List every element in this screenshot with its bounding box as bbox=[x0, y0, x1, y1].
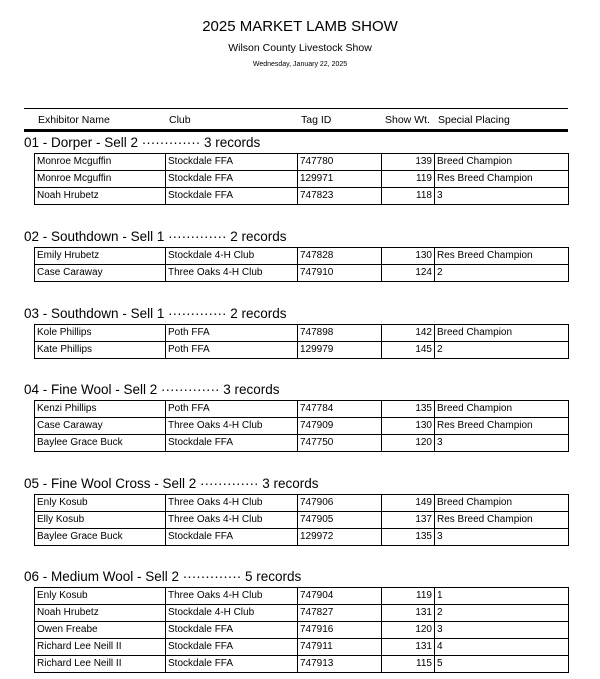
club-cell: Three Oaks 4-H Club bbox=[166, 512, 298, 529]
section-title: 05 - Fine Wool Cross - Sell 2 ············· 3 records bbox=[24, 476, 319, 491]
club-cell: Stockdale FFA bbox=[166, 622, 298, 639]
weight-cell: 130 bbox=[382, 418, 435, 435]
tag-id-cell: 747916 bbox=[298, 622, 382, 639]
section-table bbox=[34, 587, 569, 673]
exhibitor-cell: Kole Phillips bbox=[35, 325, 166, 342]
club-cell: Stockdale FFA bbox=[166, 435, 298, 452]
breed-section bbox=[24, 381, 568, 448]
exhibitor-cell: Monroe Mcguffin bbox=[35, 154, 166, 171]
placing-cell: Res Breed Champion bbox=[435, 512, 569, 529]
tag-id-cell: 747827 bbox=[298, 605, 382, 622]
club-cell: Stockdale FFA bbox=[166, 529, 298, 546]
tag-id-cell: 747784 bbox=[298, 401, 382, 418]
section-title: 03 - Southdown - Sell 1 ············· 2 records bbox=[24, 306, 287, 321]
tag-id-cell: 747905 bbox=[298, 512, 382, 529]
weight-cell: 142 bbox=[382, 325, 435, 342]
exhibitor-cell: Richard Lee Neill II bbox=[35, 639, 166, 656]
col-header-tag: Tag ID bbox=[301, 114, 332, 126]
tag-id-cell: 747910 bbox=[298, 265, 382, 282]
header-bottom-rule bbox=[24, 129, 568, 132]
table-row bbox=[35, 325, 569, 342]
breed-section bbox=[24, 475, 568, 542]
tag-id-cell: 747780 bbox=[298, 154, 382, 171]
section-title: 06 - Medium Wool - Sell 2 ············· 5 records bbox=[24, 569, 302, 584]
section-table bbox=[34, 324, 569, 359]
exhibitor-cell: Enly Kosub bbox=[35, 588, 166, 605]
club-cell: Poth FFA bbox=[166, 342, 298, 359]
placing-cell: Res Breed Champion bbox=[435, 418, 569, 435]
tag-id-cell: 747911 bbox=[298, 639, 382, 656]
club-cell: Three Oaks 4-H Club bbox=[166, 418, 298, 435]
exhibitor-cell: Owen Freabe bbox=[35, 622, 166, 639]
section-title: 04 - Fine Wool - Sell 2 ············· 3 records bbox=[24, 382, 280, 397]
breed-section bbox=[24, 228, 568, 278]
placing-cell: 3 bbox=[435, 622, 569, 639]
tag-id-cell: 747750 bbox=[298, 435, 382, 452]
weight-cell: 131 bbox=[382, 605, 435, 622]
exhibitor-cell: Richard Lee Neill II bbox=[35, 656, 166, 673]
report-subtitle: Wilson County Livestock Show bbox=[228, 42, 372, 54]
table-row bbox=[35, 495, 569, 512]
placing-cell: 3 bbox=[435, 435, 569, 452]
exhibitor-cell: Elly Kosub bbox=[35, 512, 166, 529]
table-row bbox=[35, 622, 569, 639]
placing-cell: Breed Champion bbox=[435, 401, 569, 418]
exhibitor-cell: Case Caraway bbox=[35, 265, 166, 282]
table-row bbox=[35, 154, 569, 171]
placing-cell: Breed Champion bbox=[435, 495, 569, 512]
header-top-rule bbox=[24, 108, 568, 109]
club-cell: Stockdale FFA bbox=[166, 188, 298, 205]
club-cell: Three Oaks 4-H Club bbox=[166, 265, 298, 282]
report-title: 2025 MARKET LAMB SHOW bbox=[202, 18, 398, 35]
table-row bbox=[35, 639, 569, 656]
table-row bbox=[35, 512, 569, 529]
placing-cell: 3 bbox=[435, 529, 569, 546]
club-cell: Stockdale 4-H Club bbox=[166, 248, 298, 265]
weight-cell: 130 bbox=[382, 248, 435, 265]
club-cell: Stockdale 4-H Club bbox=[166, 605, 298, 622]
tag-id-cell: 747906 bbox=[298, 495, 382, 512]
col-header-exhibitor: Exhibitor Name bbox=[38, 114, 110, 126]
weight-cell: 135 bbox=[382, 401, 435, 418]
placing-cell: 4 bbox=[435, 639, 569, 656]
table-row bbox=[35, 605, 569, 622]
placing-cell: 3 bbox=[435, 188, 569, 205]
tag-id-cell: 129971 bbox=[298, 171, 382, 188]
col-header-weight: Show Wt. bbox=[385, 114, 430, 126]
exhibitor-cell: Kate Phillips bbox=[35, 342, 166, 359]
exhibitor-cell: Noah Hrubetz bbox=[35, 605, 166, 622]
exhibitor-cell: Monroe Mcguffin bbox=[35, 171, 166, 188]
tag-id-cell: 747909 bbox=[298, 418, 382, 435]
exhibitor-cell: Noah Hrubetz bbox=[35, 188, 166, 205]
exhibitor-cell: Baylee Grace Buck bbox=[35, 435, 166, 452]
breed-section bbox=[24, 305, 568, 355]
placing-cell: 5 bbox=[435, 656, 569, 673]
tag-id-cell: 747823 bbox=[298, 188, 382, 205]
placing-cell: 1 bbox=[435, 588, 569, 605]
club-cell: Stockdale FFA bbox=[166, 171, 298, 188]
section-table bbox=[34, 400, 569, 452]
weight-cell: 119 bbox=[382, 171, 435, 188]
weight-cell: 135 bbox=[382, 529, 435, 546]
placing-cell: Breed Champion bbox=[435, 325, 569, 342]
weight-cell: 145 bbox=[382, 342, 435, 359]
exhibitor-cell: Kenzi Phillips bbox=[35, 401, 166, 418]
placing-cell: 2 bbox=[435, 605, 569, 622]
weight-cell: 120 bbox=[382, 435, 435, 452]
table-row bbox=[35, 435, 569, 452]
exhibitor-cell: Enly Kosub bbox=[35, 495, 166, 512]
tag-id-cell: 747898 bbox=[298, 325, 382, 342]
table-row bbox=[35, 248, 569, 265]
weight-cell: 119 bbox=[382, 588, 435, 605]
exhibitor-cell: Baylee Grace Buck bbox=[35, 529, 166, 546]
weight-cell: 139 bbox=[382, 154, 435, 171]
breed-section bbox=[24, 568, 568, 669]
table-row bbox=[35, 656, 569, 673]
club-cell: Poth FFA bbox=[166, 325, 298, 342]
club-cell: Stockdale FFA bbox=[166, 656, 298, 673]
table-row bbox=[35, 188, 569, 205]
exhibitor-cell: Emily Hrubetz bbox=[35, 248, 166, 265]
tag-id-cell: 747913 bbox=[298, 656, 382, 673]
placing-cell: Res Breed Champion bbox=[435, 171, 569, 188]
section-title: 01 - Dorper - Sell 2 ············· 3 records bbox=[24, 135, 261, 150]
exhibitor-cell: Case Caraway bbox=[35, 418, 166, 435]
weight-cell: 131 bbox=[382, 639, 435, 656]
table-row bbox=[35, 171, 569, 188]
club-cell: Poth FFA bbox=[166, 401, 298, 418]
table-row bbox=[35, 265, 569, 282]
table-row bbox=[35, 342, 569, 359]
club-cell: Stockdale FFA bbox=[166, 639, 298, 656]
weight-cell: 149 bbox=[382, 495, 435, 512]
placing-cell: Res Breed Champion bbox=[435, 248, 569, 265]
breed-section bbox=[24, 134, 568, 201]
section-table bbox=[34, 153, 569, 205]
tag-id-cell: 747828 bbox=[298, 248, 382, 265]
col-header-placing: Special Placing bbox=[438, 114, 510, 126]
tag-id-cell: 129972 bbox=[298, 529, 382, 546]
placing-cell: 2 bbox=[435, 342, 569, 359]
weight-cell: 137 bbox=[382, 512, 435, 529]
section-title: 02 - Southdown - Sell 1 ············· 2 records bbox=[24, 229, 287, 244]
report-date: Wednesday, January 22, 2025 bbox=[252, 61, 348, 68]
column-headers bbox=[24, 112, 568, 128]
tag-id-cell: 747904 bbox=[298, 588, 382, 605]
tag-id-cell: 129979 bbox=[298, 342, 382, 359]
club-cell: Stockdale FFA bbox=[166, 154, 298, 171]
table-row bbox=[35, 529, 569, 546]
club-cell: Three Oaks 4-H Club bbox=[166, 495, 298, 512]
weight-cell: 118 bbox=[382, 188, 435, 205]
weight-cell: 120 bbox=[382, 622, 435, 639]
weight-cell: 124 bbox=[382, 265, 435, 282]
table-row bbox=[35, 588, 569, 605]
col-header-club: Club bbox=[169, 114, 191, 126]
club-cell: Three Oaks 4-H Club bbox=[166, 588, 298, 605]
table-row bbox=[35, 418, 569, 435]
weight-cell: 115 bbox=[382, 656, 435, 673]
table-row bbox=[35, 401, 569, 418]
placing-cell: 2 bbox=[435, 265, 569, 282]
section-table bbox=[34, 494, 569, 546]
placing-cell: Breed Champion bbox=[435, 154, 569, 171]
section-table bbox=[34, 247, 569, 282]
